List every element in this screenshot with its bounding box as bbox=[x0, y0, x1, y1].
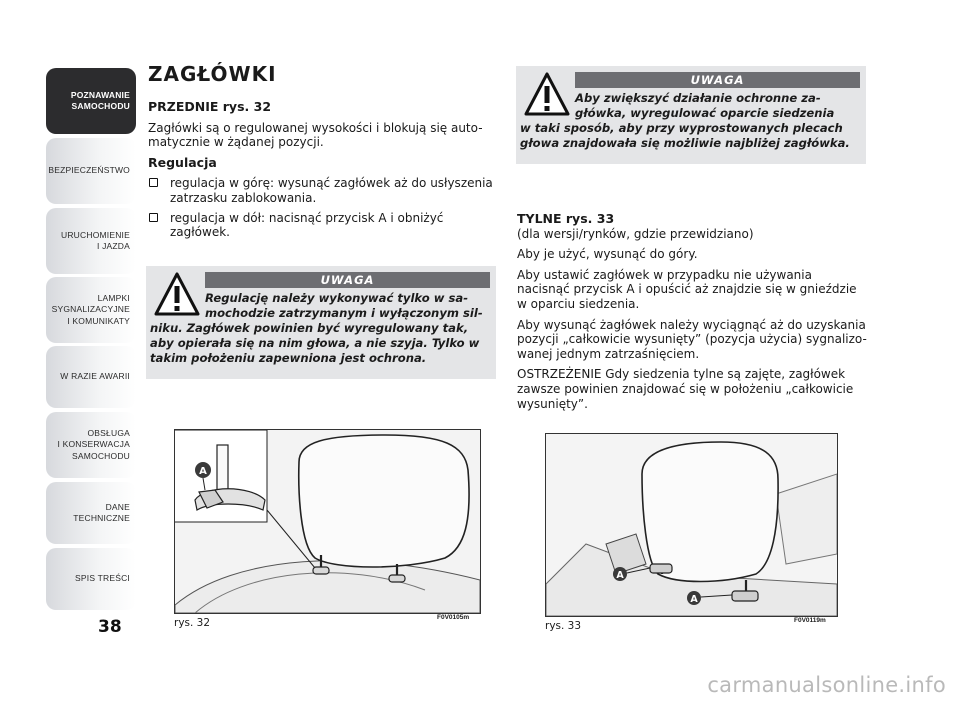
regulation-heading: Regulacja bbox=[148, 154, 217, 170]
checkbox-bullet-icon bbox=[149, 213, 158, 222]
paragraph: Aby wysunąć żagłówek należy wyciągnąć aż do uzyskania pozycji „całkowicie wysunięty” (pozycja użycia) sygnalizo-wanej jednym zatrzaśnięciem. bbox=[517, 317, 867, 361]
warning-text-rest: w taki sposób, aby przy wyprostowanych plecach głowa znajdowała się możliwie najbliżej zagłówka. bbox=[520, 121, 850, 150]
checkbox-bullet-icon bbox=[149, 178, 158, 187]
bullet-text: regulacja w dół: nacisnąć przycisk A i obniżyć zagłówek. bbox=[170, 210, 444, 240]
tab-label: LAMPKI SYGNALIZACYJNE I KOMUNIKATY bbox=[51, 292, 130, 326]
tab-dane-techniczne[interactable] bbox=[46, 482, 136, 544]
figure-rear-headrest bbox=[545, 433, 838, 617]
warning-box-front bbox=[146, 266, 496, 379]
tab-label: URUCHOMIENIE I JAZDA bbox=[61, 229, 130, 251]
figure-caption-32: rys. 32 bbox=[174, 617, 211, 629]
tab-label: W RAZIE AWARII bbox=[60, 371, 130, 382]
tab-label: SPIS TREŚCI bbox=[75, 573, 130, 584]
bullet-item bbox=[148, 176, 496, 205]
warning-label: UWAGA bbox=[205, 272, 490, 288]
rear-headrest-illustration bbox=[546, 434, 837, 616]
front-description: Zagłówki są o regulowanej wysokości i blokują się auto-matycznie w żądanej pozycji. bbox=[148, 120, 483, 150]
front-headrest-illustration bbox=[175, 430, 480, 613]
page-number: 38 bbox=[98, 617, 122, 637]
figure-code-33: F0V0119m bbox=[794, 617, 826, 624]
bullet-item bbox=[148, 211, 496, 240]
tab-uruchomienie-i-jazda[interactable] bbox=[46, 208, 136, 274]
warning-text-line2: główka, wyregulować oparcie siedzenia bbox=[575, 106, 835, 120]
page-title: ZAGŁÓWKI bbox=[148, 62, 277, 86]
tab-obsluga-i-konserwacja[interactable] bbox=[46, 412, 136, 478]
left-text-column bbox=[148, 100, 496, 245]
warning-triangle-icon bbox=[524, 72, 570, 116]
watermark: carmanualsonline.info bbox=[707, 673, 946, 697]
figure-front-headrest bbox=[174, 429, 481, 614]
tab-label: BEZPIECZEŃSTWO bbox=[48, 165, 130, 176]
warning-triangle-icon bbox=[154, 272, 200, 316]
tab-lampki-sygnalizacyjne[interactable] bbox=[46, 277, 136, 343]
rear-note: (dla wersji/rynków, gdzie przewidziano) bbox=[517, 226, 754, 241]
warning-text-line1: Regulację należy wykonywać tylko w sa- bbox=[205, 291, 469, 305]
paragraph: Aby ustawić zagłówek w przypadku nie używania nacisnąć przycisk A i opuścić aż znajdzie się w gnieździe w oparciu siedzenia. bbox=[517, 267, 857, 311]
tab-label: DANE TECHNICZNE bbox=[73, 501, 130, 523]
warning-text-rest: niku. Zagłówek powinien być wyregulowany tak, aby opierała się na nim głowa, a nie szyja. Tylko w takim położeniu zapewniona jest ochrona. bbox=[150, 321, 480, 365]
tab-poznawanie-samochodu[interactable] bbox=[46, 68, 136, 134]
bullet-text: regulacja w górę: wysunąć zagłówek aż do usłyszenia zatrzasku zablokowania. bbox=[170, 176, 493, 205]
tab-w-razie-awarii[interactable] bbox=[46, 346, 136, 408]
warning-text-line1: Aby zwiększyć działanie ochronne za- bbox=[575, 91, 821, 105]
tab-spis-tresci[interactable] bbox=[46, 548, 136, 610]
warning-text-line2: mochodzie zatrzymanym i wyłączonym sil- bbox=[205, 306, 483, 320]
front-heading: PRZEDNIE rys. 32 bbox=[148, 99, 272, 114]
tab-label: OBSŁUGA I KONSERWACJA SAMOCHODU bbox=[57, 427, 130, 461]
figure-caption-33: rys. 33 bbox=[545, 620, 582, 632]
warning-label: UWAGA bbox=[575, 72, 860, 88]
right-text-column bbox=[517, 212, 867, 417]
marker-a-label: A bbox=[690, 594, 698, 605]
rear-heading: TYLNE rys. 33 bbox=[517, 211, 615, 226]
marker-a-label: A bbox=[199, 466, 207, 477]
tab-label: POZNAWANIE SAMOCHODU bbox=[70, 89, 130, 111]
figure-code-32: F0V0105m bbox=[437, 614, 470, 621]
tab-bezpieczenstwo[interactable] bbox=[46, 138, 136, 204]
paragraph: Aby je użyć, wysunąć do góry. bbox=[517, 247, 698, 262]
warning-box-rear bbox=[516, 66, 866, 164]
marker-a-label: A bbox=[616, 570, 624, 581]
paragraph: OSTRZEŻENIE Gdy siedzenia tylne są zajęte, zagłówek zawsze powinien znajdować się w położeniu „całkowicie wysunięty”. bbox=[517, 367, 854, 411]
